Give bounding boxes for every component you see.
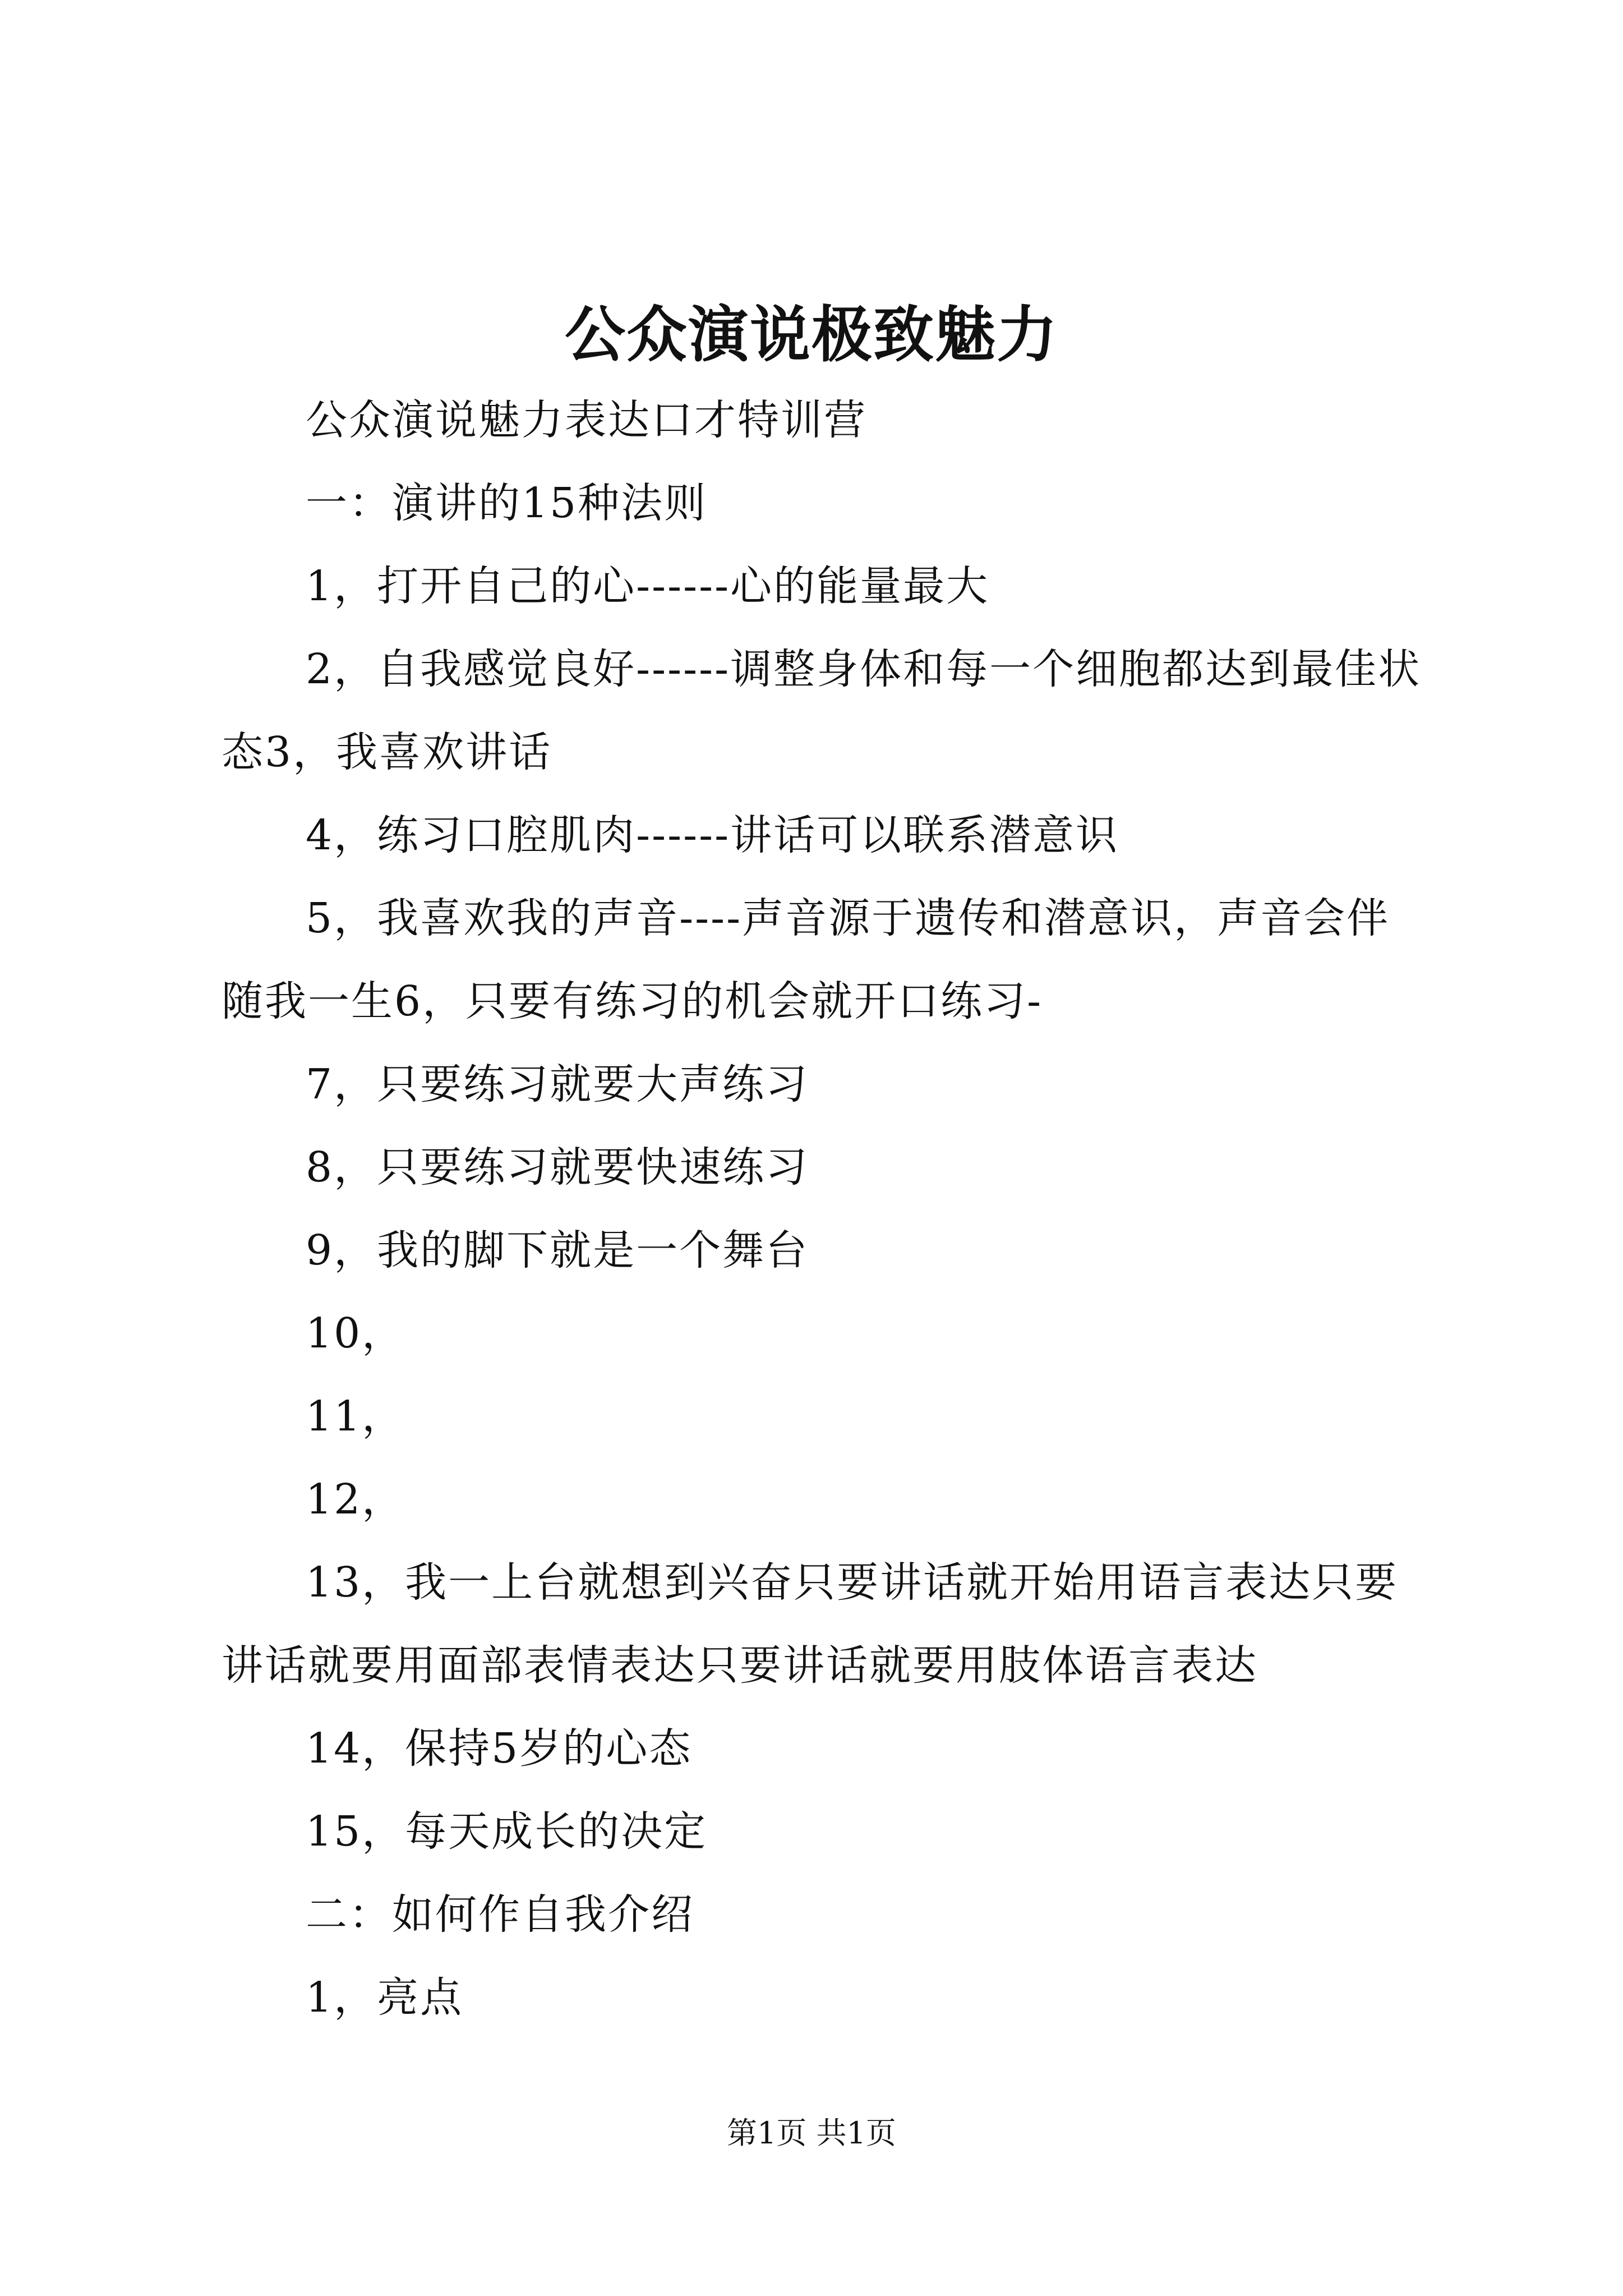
paragraph: 二：如何作自我介绍 [306,1890,694,1939]
paragraph: 7，只要练习就要大声练习 [306,1060,809,1108]
paragraph: 2，自我感觉良好------调整身体和每一个细胞都达到最佳状态3，我喜欢讲话 [222,645,1422,776]
paragraph: 8，只要练习就要快速练习 [306,1143,809,1191]
paragraph: 14，保持5岁的心态 [306,1724,693,1773]
paragraph: 4，练习口腔肌肉------讲话可以联系潜意识 [306,811,1119,859]
paragraph: 15，每天成长的决定 [306,1807,708,1856]
paragraph: 11， [306,1392,405,1441]
page-footer: 第1页 共1页 [727,2115,896,2151]
paragraph: 1，亮点 [306,1973,464,2022]
paragraph: 5，我喜欢我的声音----声音源于遗传和潜意识，声音会伴随我一生6，只要有练习的机会就开口练习- [222,894,1390,1025]
document-title: 公众演说极致魅力 [564,300,1058,370]
document-body [222,379,1427,2039]
paragraph: 9，我的脚下就是一个舞台 [306,1226,809,1274]
paragraph: 13，我一上台就想到兴奋只要讲话就开始用语言表达只要讲话就要用面部表情表达只要讲话就要用肢体语言表达 [222,1558,1399,1690]
paragraph: 一：演讲的15种法则 [306,479,708,527]
paragraph: 1，打开自己的心------心的能量最大 [306,562,990,610]
paragraph: 10， [306,1309,405,1358]
paragraph: 12， [306,1475,405,1524]
paragraph: 公众演说魅力表达口才特训营 [306,396,867,444]
